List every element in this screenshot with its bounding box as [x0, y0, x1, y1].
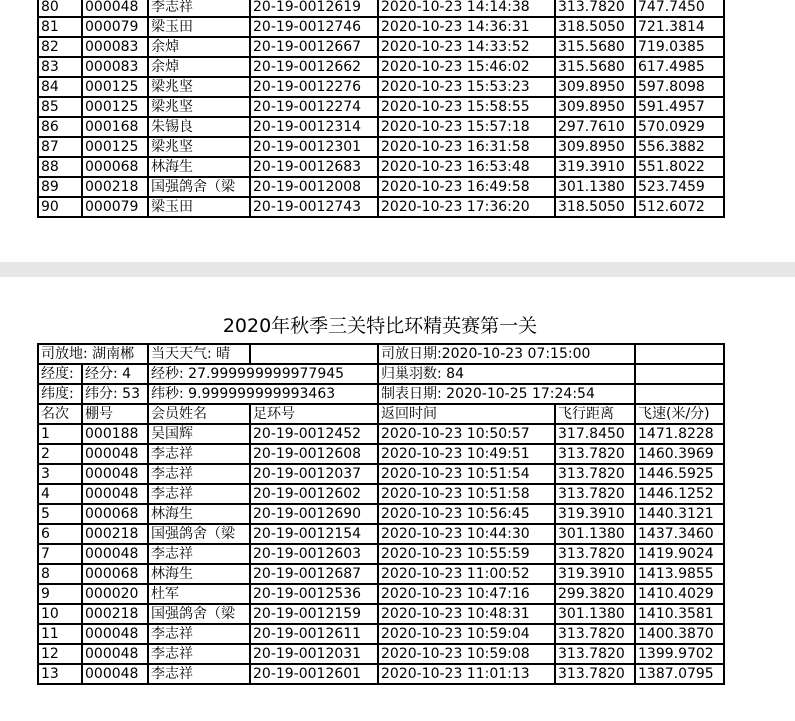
- ring-cell: 20-19-0012619: [250, 0, 378, 17]
- speed-cell: 1413.9855: [635, 564, 724, 584]
- loft-cell: 000048: [82, 644, 148, 664]
- member-cell: 梁兆坚: [148, 137, 250, 157]
- return-time-cell: 2020-10-23 10:50:57: [378, 424, 555, 444]
- results-table-body: [38, 424, 724, 684]
- table-row: [38, 424, 724, 444]
- return-time-cell: 2020-10-23 16:49:58: [378, 177, 555, 197]
- table-row: [38, 524, 724, 544]
- member-cell: 李志祥: [148, 624, 250, 644]
- table-row: [38, 464, 724, 484]
- member-cell: 国强鸽舍（梁: [148, 604, 250, 624]
- table-row: [38, 644, 724, 664]
- header-loft: 棚号: [82, 404, 148, 424]
- rank-cell: 88: [38, 157, 82, 177]
- ring-cell: 20-19-0012159: [250, 604, 378, 624]
- table-row: [38, 37, 724, 57]
- distance-cell: 313.7820: [555, 544, 635, 564]
- ring-cell: 20-19-0012608: [250, 444, 378, 464]
- ring-cell: 20-19-0012743: [250, 197, 378, 217]
- speed-cell: 1460.3969: [635, 444, 724, 464]
- longitude-label: 经度:: [38, 364, 82, 384]
- rank-cell: 80: [38, 0, 82, 17]
- distance-cell: 313.7820: [555, 644, 635, 664]
- loft-cell: 000218: [82, 604, 148, 624]
- loft-cell: 000125: [82, 137, 148, 157]
- latitude-minutes: 纬分: 53: [82, 384, 148, 404]
- ring-cell: 20-19-0012037: [250, 464, 378, 484]
- table-row: [38, 624, 724, 644]
- ring-cell: 20-19-0012276: [250, 77, 378, 97]
- table-row: [38, 544, 724, 564]
- rank-cell: 4: [38, 484, 82, 504]
- return-time-cell: 2020-10-23 10:44:30: [378, 524, 555, 544]
- distance-cell: 313.7820: [555, 444, 635, 464]
- rank-cell: 82: [38, 37, 82, 57]
- longitude-minutes: 经分: 4: [82, 364, 148, 384]
- header-rank: 名次: [38, 404, 82, 424]
- return-time-cell: 2020-10-23 15:53:23: [378, 77, 555, 97]
- ring-cell: 20-19-0012746: [250, 17, 378, 37]
- results-table-continued: [37, 0, 725, 218]
- ring-cell: 20-19-0012687: [250, 564, 378, 584]
- table-row: [38, 604, 724, 624]
- loft-cell: 000079: [82, 197, 148, 217]
- return-time-cell: 2020-10-23 16:53:48: [378, 157, 555, 177]
- return-time-cell: 2020-10-23 10:59:08: [378, 644, 555, 664]
- race-title: 2020年秋季三关特比环精英赛第一关: [222, 315, 538, 337]
- ring-cell: 20-19-0012611: [250, 624, 378, 644]
- table-row: [38, 664, 724, 684]
- speed-cell: 719.0385: [635, 37, 724, 57]
- member-cell: 林海生: [148, 157, 250, 177]
- return-time-cell: 2020-10-23 10:55:59: [378, 544, 555, 564]
- speed-cell: 747.7450: [635, 0, 724, 17]
- table-date: 制表日期: 2020-10-25 17:24:54: [378, 384, 635, 404]
- speed-cell: 1410.4029: [635, 584, 724, 604]
- table-row: [38, 117, 724, 137]
- distance-cell: 313.7820: [555, 464, 635, 484]
- rank-cell: 87: [38, 137, 82, 157]
- member-cell: 李志祥: [148, 664, 250, 684]
- ring-cell: 20-19-0012662: [250, 57, 378, 77]
- member-cell: 李志祥: [148, 544, 250, 564]
- distance-cell: 313.7820: [555, 664, 635, 684]
- return-time-cell: 2020-10-23 10:47:16: [378, 584, 555, 604]
- results-table: [37, 343, 725, 685]
- loft-cell: 000020: [82, 584, 148, 604]
- loft-cell: 000048: [82, 484, 148, 504]
- member-cell: 林海生: [148, 504, 250, 524]
- return-time-cell: 2020-10-23 11:00:52: [378, 564, 555, 584]
- return-time-cell: 2020-10-23 10:56:45: [378, 504, 555, 524]
- rank-cell: 86: [38, 117, 82, 137]
- ring-cell: 20-19-0012603: [250, 544, 378, 564]
- longitude-seconds: 经秒: 27.999999999977945: [148, 364, 378, 384]
- member-cell: 朱锡良: [148, 117, 250, 137]
- distance-cell: 301.1380: [555, 524, 635, 544]
- return-time-cell: 2020-10-23 10:49:51: [378, 444, 555, 464]
- loft-cell: 000079: [82, 17, 148, 37]
- loft-cell: 000218: [82, 524, 148, 544]
- rank-cell: 90: [38, 197, 82, 217]
- latitude-seconds: 纬秒: 9.999999999993463: [148, 384, 378, 404]
- loft-cell: 000125: [82, 97, 148, 117]
- distance-cell: 318.5050: [555, 17, 635, 37]
- table-row: [38, 0, 724, 17]
- member-cell: 李志祥: [148, 444, 250, 464]
- member-cell: 国强鸽舍（梁: [148, 177, 250, 197]
- loft-cell: 000068: [82, 504, 148, 524]
- info-row-1: [38, 344, 724, 364]
- ring-cell: 20-19-0012602: [250, 484, 378, 504]
- speed-cell: 551.8022: [635, 157, 724, 177]
- distance-cell: 301.1380: [555, 177, 635, 197]
- member-cell: 李志祥: [148, 464, 250, 484]
- loft-cell: 000188: [82, 424, 148, 444]
- rank-cell: 9: [38, 584, 82, 604]
- table-row: [38, 564, 724, 584]
- results-table-body: [38, 0, 724, 217]
- rank-cell: 13: [38, 664, 82, 684]
- distance-cell: 319.3910: [555, 157, 635, 177]
- table-row: [38, 444, 724, 464]
- speed-cell: 721.3814: [635, 17, 724, 37]
- table-row: [38, 197, 724, 217]
- ring-cell: 20-19-0012683: [250, 157, 378, 177]
- return-time-cell: 2020-10-23 11:01:13: [378, 664, 555, 684]
- weather: 当天天气: 晴: [148, 344, 250, 364]
- return-time-cell: 2020-10-23 15:46:02: [378, 57, 555, 77]
- member-cell: 杜军: [148, 584, 250, 604]
- header-speed: 飞速(米/分): [635, 404, 724, 424]
- return-time-cell: 2020-10-23 15:57:18: [378, 117, 555, 137]
- speed-cell: 1410.3581: [635, 604, 724, 624]
- member-cell: 梁玉田: [148, 197, 250, 217]
- table-row: [38, 17, 724, 37]
- speed-cell: 1419.9024: [635, 544, 724, 564]
- speed-cell: 556.3882: [635, 137, 724, 157]
- ring-cell: 20-19-0012536: [250, 584, 378, 604]
- ring-cell: 20-19-0012601: [250, 664, 378, 684]
- return-time-cell: 2020-10-23 10:59:04: [378, 624, 555, 644]
- results-page-1: [0, 0, 795, 262]
- table-row: [38, 484, 724, 504]
- member-cell: 梁兆坚: [148, 97, 250, 117]
- return-time-cell: 2020-10-23 14:14:38: [378, 0, 555, 17]
- results-page-2: [0, 277, 795, 721]
- loft-cell: 000068: [82, 157, 148, 177]
- loft-cell: 000068: [82, 564, 148, 584]
- table-row: [38, 177, 724, 197]
- distance-cell: 315.5680: [555, 57, 635, 77]
- table-row: [38, 504, 724, 524]
- loft-cell: 000218: [82, 177, 148, 197]
- rank-cell: 11: [38, 624, 82, 644]
- speed-cell: 1387.0795: [635, 664, 724, 684]
- table-row: [38, 137, 724, 157]
- member-cell: 梁兆坚: [148, 77, 250, 97]
- loft-cell: 000048: [82, 544, 148, 564]
- speed-cell: 1437.3460: [635, 524, 724, 544]
- speed-cell: 1446.1252: [635, 484, 724, 504]
- empty-cell: [635, 364, 724, 384]
- ring-cell: 20-19-0012274: [250, 97, 378, 117]
- release-date: 司放日期:2020-10-23 07:15:00: [378, 344, 635, 364]
- distance-cell: 313.7820: [555, 624, 635, 644]
- ring-cell: 20-19-0012031: [250, 644, 378, 664]
- distance-cell: 315.5680: [555, 37, 635, 57]
- distance-cell: 313.7820: [555, 0, 635, 17]
- ring-cell: 20-19-0012452: [250, 424, 378, 444]
- rank-cell: 6: [38, 524, 82, 544]
- rank-cell: 12: [38, 644, 82, 664]
- distance-cell: 299.3820: [555, 584, 635, 604]
- release-place: 司放地: 湖南郴: [38, 344, 148, 364]
- member-cell: 李志祥: [148, 644, 250, 664]
- member-cell: 余焯: [148, 57, 250, 77]
- ring-cell: 20-19-0012667: [250, 37, 378, 57]
- distance-cell: 319.3910: [555, 504, 635, 524]
- loft-cell: 000048: [82, 0, 148, 17]
- loft-cell: 000048: [82, 624, 148, 644]
- member-cell: 林海生: [148, 564, 250, 584]
- speed-cell: 512.6072: [635, 197, 724, 217]
- header-return-time: 返回时间: [378, 404, 555, 424]
- speed-cell: 591.4957: [635, 97, 724, 117]
- loft-cell: 000083: [82, 37, 148, 57]
- info-row-2: [38, 364, 724, 384]
- header-row: [38, 404, 724, 424]
- speed-cell: 1471.8228: [635, 424, 724, 444]
- return-time-cell: 2020-10-23 17:36:20: [378, 197, 555, 217]
- member-cell: 吴国辉: [148, 424, 250, 444]
- speed-cell: 597.8098: [635, 77, 724, 97]
- page-break: [0, 262, 795, 278]
- speed-cell: 617.4985: [635, 57, 724, 77]
- loft-cell: 000168: [82, 117, 148, 137]
- return-time-cell: 2020-10-23 10:51:54: [378, 464, 555, 484]
- member-cell: 余焯: [148, 37, 250, 57]
- distance-cell: 301.1380: [555, 604, 635, 624]
- ring-cell: 20-19-0012154: [250, 524, 378, 544]
- member-cell: 李志祥: [148, 0, 250, 17]
- birds-returned: 归巢羽数: 84: [378, 364, 635, 384]
- return-time-cell: 2020-10-23 14:36:31: [378, 17, 555, 37]
- distance-cell: 313.7820: [555, 484, 635, 504]
- return-time-cell: 2020-10-23 16:31:58: [378, 137, 555, 157]
- ring-cell: 20-19-0012690: [250, 504, 378, 524]
- loft-cell: 000125: [82, 77, 148, 97]
- ring-cell: 20-19-0012301: [250, 137, 378, 157]
- rank-cell: 2: [38, 444, 82, 464]
- table-row: [38, 584, 724, 604]
- member-cell: 国强鸽舍（梁: [148, 524, 250, 544]
- distance-cell: 297.7610: [555, 117, 635, 137]
- return-time-cell: 2020-10-23 14:33:52: [378, 37, 555, 57]
- ring-cell: 20-19-0012008: [250, 177, 378, 197]
- rank-cell: 81: [38, 17, 82, 37]
- rank-cell: 3: [38, 464, 82, 484]
- rank-cell: 5: [38, 504, 82, 524]
- distance-cell: 309.8950: [555, 77, 635, 97]
- loft-cell: 000048: [82, 464, 148, 484]
- speed-cell: 1399.9702: [635, 644, 724, 664]
- return-time-cell: 2020-10-23 10:48:31: [378, 604, 555, 624]
- empty-cell: [635, 384, 724, 404]
- loft-cell: 000048: [82, 664, 148, 684]
- empty-cell: [250, 344, 378, 364]
- table-row: [38, 97, 724, 117]
- rank-cell: 84: [38, 77, 82, 97]
- header-ring: 足环号: [250, 404, 378, 424]
- table-row: [38, 57, 724, 77]
- speed-cell: 570.0929: [635, 117, 724, 137]
- return-time-cell: 2020-10-23 15:58:55: [378, 97, 555, 117]
- speed-cell: 1400.3870: [635, 624, 724, 644]
- member-cell: 梁玉田: [148, 17, 250, 37]
- rank-cell: 8: [38, 564, 82, 584]
- loft-cell: 000048: [82, 444, 148, 464]
- distance-cell: 309.8950: [555, 137, 635, 157]
- rank-cell: 7: [38, 544, 82, 564]
- table-row: [38, 157, 724, 177]
- return-time-cell: 2020-10-23 10:51:58: [378, 484, 555, 504]
- header-distance: 飞行距离: [555, 404, 635, 424]
- ring-cell: 20-19-0012314: [250, 117, 378, 137]
- header-member: 会员姓名: [148, 404, 250, 424]
- speed-cell: 523.7459: [635, 177, 724, 197]
- empty-cell: [635, 344, 724, 364]
- distance-cell: 318.5050: [555, 197, 635, 217]
- latitude-label: 纬度:: [38, 384, 82, 404]
- info-row-3: [38, 384, 724, 404]
- member-cell: 李志祥: [148, 484, 250, 504]
- table-row: [38, 77, 724, 97]
- distance-cell: 317.8450: [555, 424, 635, 444]
- distance-cell: 319.3910: [555, 564, 635, 584]
- loft-cell: 000083: [82, 57, 148, 77]
- speed-cell: 1446.5925: [635, 464, 724, 484]
- speed-cell: 1440.3121: [635, 504, 724, 524]
- rank-cell: 1: [38, 424, 82, 444]
- rank-cell: 83: [38, 57, 82, 77]
- distance-cell: 309.8950: [555, 97, 635, 117]
- rank-cell: 85: [38, 97, 82, 117]
- rank-cell: 10: [38, 604, 82, 624]
- rank-cell: 89: [38, 177, 82, 197]
